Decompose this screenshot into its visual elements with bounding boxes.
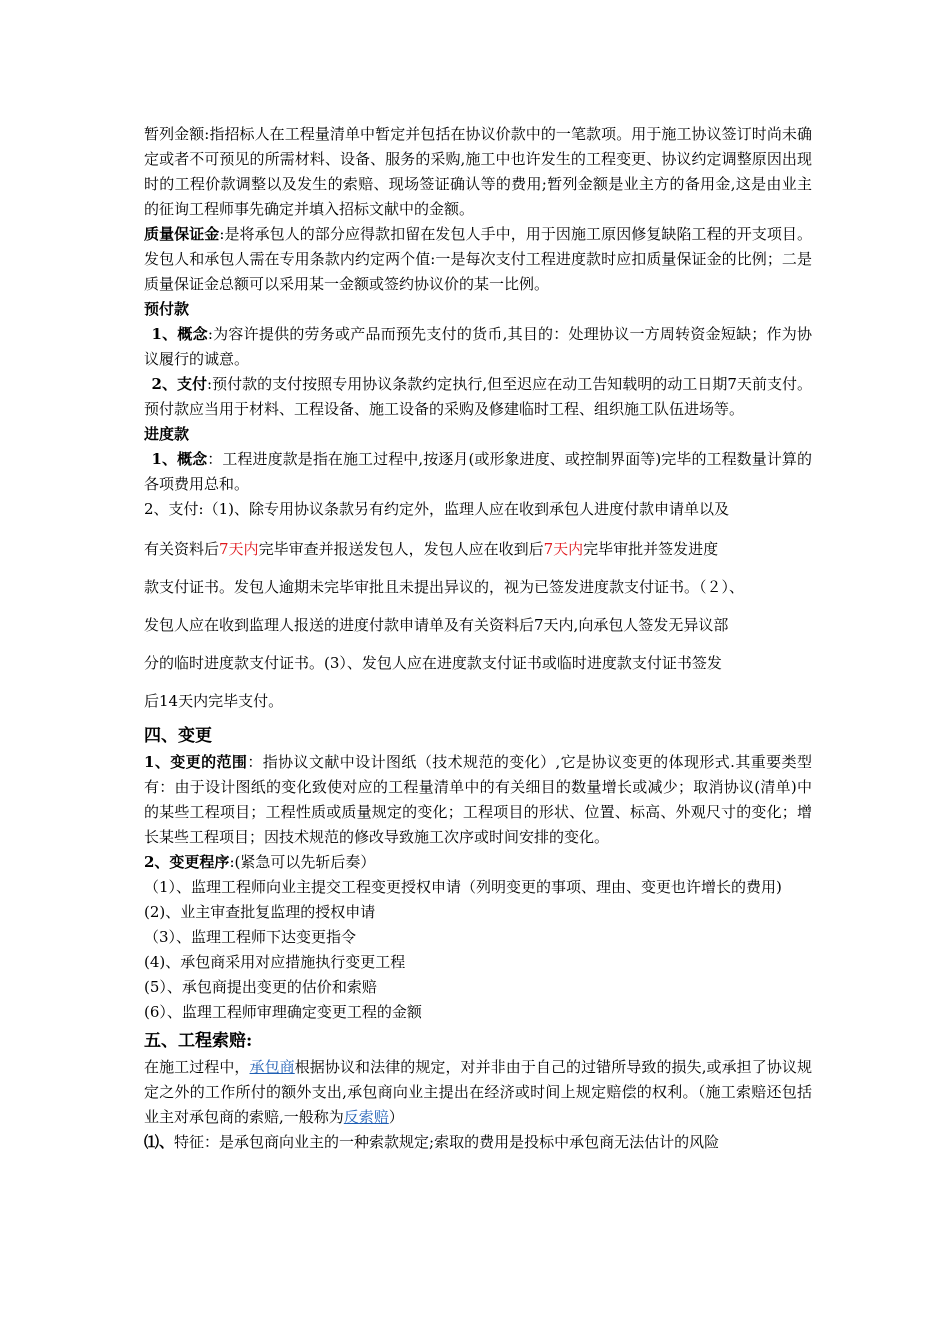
progress-line-1: 2、支付:（1)、除专用协议条款另有约定外，监理人应在收到承包人进度付款申请单以及 <box>144 500 729 518</box>
change-heading: 四、变更 <box>144 726 212 746</box>
prepayment-heading: 预付款 <box>144 300 190 318</box>
progress-line-3: 款支付证书。发包人逾期未完毕审批且未提出异议的，视为已签发进度款支付证书。（２）、 <box>144 578 745 596</box>
prepayment-concept <box>144 322 812 372</box>
change-step-4: (4)、承包商采用对应措施执行变更工程 <box>144 953 406 971</box>
progress-payment-concept-text: ：工程进度款是指在施工过程中,按逐月(或形象进度、或控制界面等)完毕的工程数量计算的各项费用总和。 <box>144 450 813 493</box>
progress-payment-concept <box>144 447 812 497</box>
change-scope-label: 1、变更的范围 <box>144 753 248 771</box>
change-step-2: (2)、业主审查批复监理的授权申请 <box>144 903 376 921</box>
claim-feature <box>144 1130 812 1155</box>
quality-deposit-paragraph <box>144 222 812 297</box>
change-step-3: （3）、监理工程师下达变更指令 <box>144 928 357 946</box>
change-step-5: (5）、承包商提出变更的估价和索赔 <box>144 978 377 996</box>
prepayment-payment-label: 2、支付 <box>151 375 207 393</box>
claim-text-b: 根据协议和法律的规定，对并非由于自己的过错所导致的损失,或承担了协议规定之外的工作所付的额外支出,承包商向业主提出在经济或时间上规定赔偿的权利。（施工索赔还包括业主对承包商的索赔,一般称为 <box>144 1058 812 1126</box>
change-step-6: (6）、监理工程师审理确定变更工程的金额 <box>144 1003 422 1021</box>
claim-feature-text: 特征：是承包商向业主的一种索款规定;索取的费用是投标中承包商无法估计的风险 <box>174 1133 720 1151</box>
change-procedure-text: :(紧急可以先斩后奏） <box>229 853 376 871</box>
progress-line-2c: 完毕审批并签发进度 <box>583 540 719 558</box>
progress-line-5: 分的临时进度款支付证书。(3）、发包人应在进度款支付证书或临时进度款支付证书签发 <box>144 654 722 672</box>
quality-deposit-term: 质量保证金 <box>144 225 220 243</box>
prepayment-concept-text: :为容许提供的劳务或产品而预先支付的货币,其目的：处理协议一方周转资金短缺；作为协议履行的诚意。 <box>144 325 813 368</box>
claim-text-c: ） <box>388 1108 404 1126</box>
claim-text-a: 在施工过程中， <box>144 1058 250 1076</box>
change-step-1: （1）、监理工程师向业主提交工程变更授权申请（列明变更的事项、理由、变更也许增长的费用) <box>144 878 782 896</box>
provisional-sum-paragraph <box>144 122 812 222</box>
prepayment-concept-label: 1、概念 <box>151 325 208 343</box>
claim-heading: 五、工程索赔: <box>144 1031 253 1051</box>
claim-definition <box>144 1055 812 1130</box>
progress-payment-terms <box>144 497 812 720</box>
change-scope-text: ：指协议文献中设计图纸（技术规范的变化）,它是协议变更的体现形式.其重要类型有：由于设计图纸的变化致使对应的工程量清单中的有关细目的数量增长或减少；取消协议(清单)中的某些工程项目；工程性质或质量规定的变化；工程项目的形状、位置、标高、外观尺寸的变化；增长某些工程项目；因技术规范的修改导致施工次序或时间安排的变化。 <box>144 753 812 846</box>
progress-line-2a: 有关资料后 <box>144 540 220 558</box>
deadline-highlight-2: 7天内 <box>543 540 584 558</box>
change-procedure <box>144 850 812 875</box>
deadline-highlight-1: 7天内 <box>219 540 259 558</box>
progress-line-6: 后14天内完毕支付。 <box>144 692 284 710</box>
progress-payment-concept-label: 1、概念 <box>151 450 208 468</box>
quality-deposit-text: :是将承包人的部分应得款扣留在发包人手中，用于因施工原因修复缺陷工程的开支项目。发包人和承包人需在专用条款内约定两个值:一是每次支付工程进度款时应扣质量保证金的比例；二是质量保证金总额可以采用某一金额或签约协议价的某一比例。 <box>144 225 812 293</box>
progress-line-2 <box>144 530 812 568</box>
counter-claim-link[interactable]: 反索赔 <box>343 1108 389 1126</box>
provisional-sum-text: 暂列金额:指招标人在工程量清单中暂定并包括在协议价款中的一笔款项。用于施工协议签订时尚未确定或者不可预见的所需材料、设备、服务的采购,施工中也许发生的工程变更、协议约定调整原因出现时的工程价款调整以及发生的索赔、现场签证确认等的费用;暂列金额是业主方的备用金,这是由业主的征询工程师事先确定并填入招标文献中的金额。 <box>144 125 812 218</box>
document-page <box>144 122 812 1155</box>
contractor-link[interactable]: 承包商 <box>249 1058 295 1076</box>
prepayment-payment <box>144 372 812 422</box>
change-scope <box>144 750 812 850</box>
prepayment-payment-text: :预付款的支付按照专用协议条款约定执行,但至迟应在动工告知载明的动工日期7天前支付。预付款应当用于材料、工程设备、施工设备的采购及修建临时工程、组织施工队伍进场等。 <box>144 375 812 418</box>
change-procedure-label: 2、变更程序 <box>144 853 230 871</box>
progress-line-4: 发包人应在收到监理人报送的进度付款申请单及有关资料后7天内,向承包人签发无异议部 <box>144 616 729 634</box>
progress-payment-heading: 进度款 <box>144 425 190 443</box>
progress-line-2b: 完毕审查并报送发包人，发包人应在收到后 <box>258 540 544 558</box>
claim-feature-label: ⑴、 <box>144 1133 175 1151</box>
